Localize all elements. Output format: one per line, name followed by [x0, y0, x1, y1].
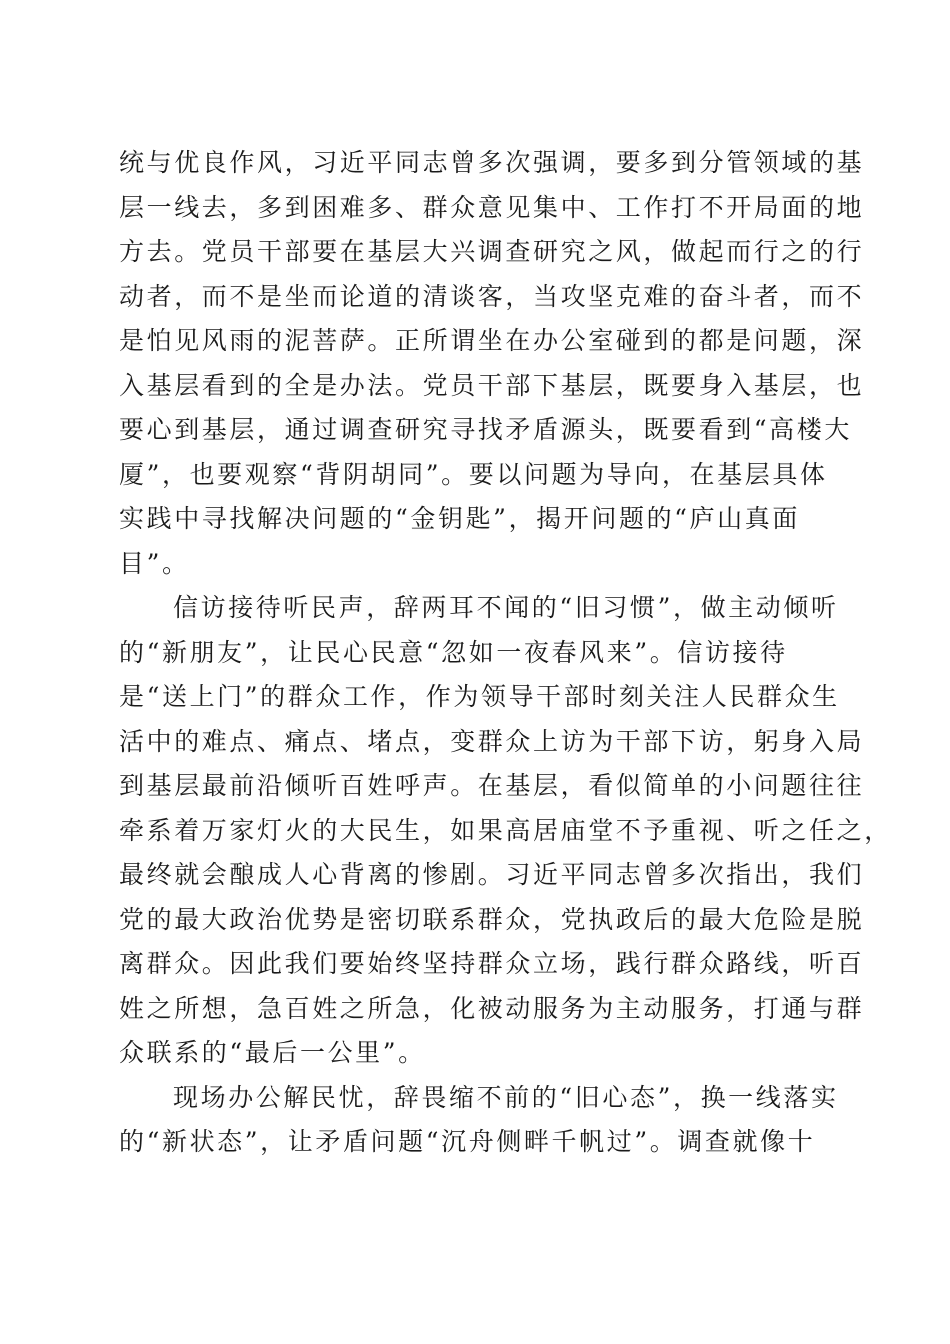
- text-line: 实践中寻找解决问题的“金钥匙”，揭开问题的“庐山真面: [119, 504, 800, 533]
- text-line: 是“送上门”的群众工作，作为领导干部时刻关注人民群众生: [119, 682, 840, 711]
- text-line: 厦”，也要观察“背阴胡同”。要以问题为导向，在基层具体: [119, 459, 828, 489]
- text-line: 众联系的“最后一公里”。: [119, 1038, 426, 1067]
- text-line: 最终就会酿成人心背离的惨剧。习近平同志曾多次指出，我们: [119, 860, 865, 889]
- text-line: 入基层看到的全是办法。党员干部下基层，既要身入基层，也: [119, 370, 865, 400]
- text-line: 活中的难点、痛点、堵点，变群众上访为干部下访，躬身入局: [119, 726, 865, 756]
- text-line: 统与优良作风，习近平同志曾多次强调，要多到分管领域的基: [119, 148, 865, 177]
- text-line: 层一线去，多到困难多、群众意见集中、工作打不开局面的地: [119, 192, 865, 222]
- text-line: 党的最大政治优势是密切联系群众，党执政后的最大危险是脱: [119, 904, 865, 934]
- text-line: 方去。党员干部要在基层大兴调查研究之风，做起而行之的行: [119, 237, 865, 266]
- text-line: 动者，而不是坐而论道的清谈客，当攻坚克难的奋斗者，而不: [119, 281, 865, 311]
- text-line: 到基层最前沿倾听百姓呼声。在基层，看似简单的小问题往往: [119, 771, 865, 800]
- text-line: 的“新状态”，让矛盾问题“沉舟侧畔千帆过”。调查就像十: [119, 1127, 816, 1156]
- paragraph-first-line: 信访接待听民声，辞两耳不闻的“旧习惯”，做主动倾听: [173, 593, 839, 622]
- text-line: 目”。: [119, 548, 190, 578]
- text-line: 姓之所想，急百姓之所急，化被动服务为主动服务，打通与群: [119, 993, 865, 1023]
- text-line: 牵系着万家灯火的大民生，如果高居庙堂不予重视、听之任之，: [119, 815, 892, 845]
- document-body: [119, 141, 892, 1165]
- text-line: 的“新朋友”，让民心民意“忽如一夜春风来”。信访接待: [119, 637, 788, 667]
- text-line: 要心到基层，通过调查研究寻找矛盾源头，既要看到“高楼大: [119, 415, 852, 444]
- paragraph-first-line: 现场办公解民忧，辞畏缩不前的“旧心态”，换一线落实: [173, 1082, 839, 1112]
- text-line: 是怕见风雨的泥菩萨。正所谓坐在办公室碰到的都是问题，深: [119, 326, 865, 355]
- text-line: 离群众。因此我们要始终坚持群众立场，践行群众路线，听百: [119, 949, 865, 978]
